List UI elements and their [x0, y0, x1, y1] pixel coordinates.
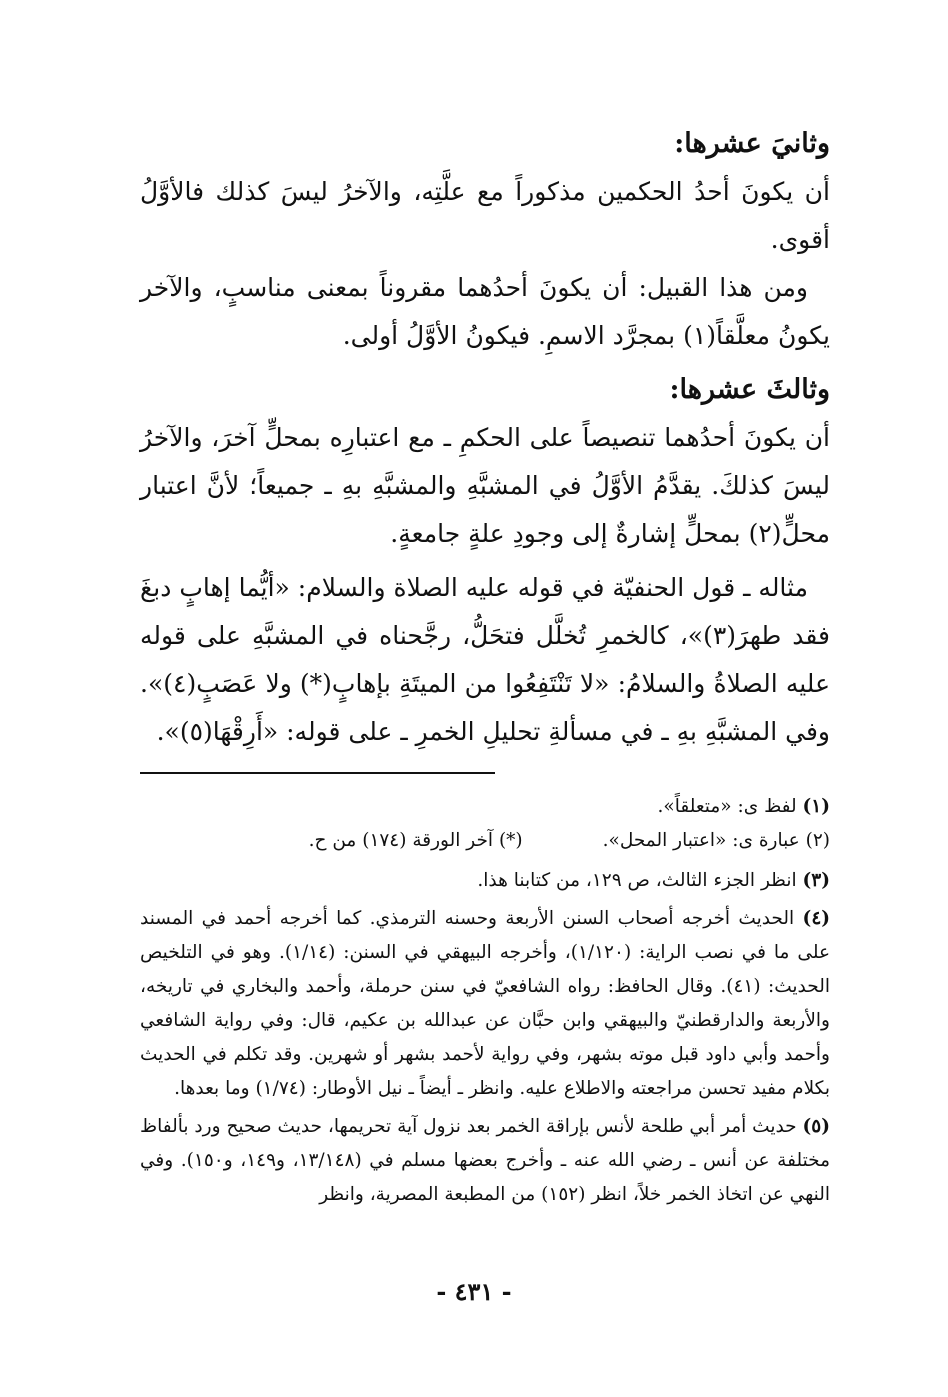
footnote-text: حديث أمر أبي طلحة لأنس بإراقة الخمر بعد نزول آية تحريمها، حديث صحيح ورد بألفاظ مختلفة عن أنس ـ رضي الله عنه ـ وأخرج بعضها مسلم في (١٣/١٤٨، و١٤٩، و١٥٠). وفي النهي عن اتخاذ الخمر خلاً، انظر (١٥٢) من المطبعة المصرية، وانظر: [140, 1116, 831, 1205]
footnote-text: الحديث أخرجه أصحاب السنن الأربعة وحسنه الترمذي. كما أخرجه أحمد في المسند على ما في نصب الراية: (١/١٢٠)، وأخرجه البيهقي في السنن: (١/١٤). وهو في التلخيص الحديث: (٤١). وقال الحافظ: رواه الشافعيّ في سنن حرملة، وأحمد والبخاري في تاريخه، والأربعة والدارقطنيّ والبيهقي وابن حبَّان عن عبدالله بن عكيم، قال: وفي رواية الشافعي وأحمد وأبي داود قبل موته بشهر، وفي رواية لأحمد بشهر أو شهرين. وقد تكلم في الحديث بكلام مفيد تحسن مراجعته والاطلاع عليه. وانظر ـ أيضاً ـ نيل الأوطار: (١/٧٤) وما بعدها.: [140, 908, 830, 1099]
footnote-number: (٥): [802, 1116, 830, 1137]
footnote-divider: [140, 772, 495, 774]
footnote-star: [309, 824, 523, 858]
footnote-row: [140, 824, 830, 858]
footnote-1: [140, 790, 830, 824]
paragraph: مثاله ـ قول الحنفيّة في قوله عليه الصلاة والسلام: «أيُّما إهابٍ دبغَ فقد طهرَ(٣)»، كالخمرِ تُخلَّل فتحَلُّ، رجَّحناه في المشبَّهِ على قوله عليه الصلاةُ والسلامُ: «لا تَنْتَفِعُوا من الميتَةِ بإهابٍ(*) ولا عَصَبٍ(٤)». وفي المشبَّهِ بهِ ـ في مسألةِ تحليلِ الخمرِ ـ على قوله: «أَرِقْهَا(٥)».: [140, 573, 830, 746]
footnote-text: عبارة ى: «اعتبار المحل».: [602, 830, 800, 851]
page-number: - ٤٣١ -: [436, 1277, 512, 1306]
footnote-text: لفظ ى: «متعلقاً».: [657, 796, 797, 817]
footnote-number: (٣): [802, 870, 830, 891]
footnote-5: [140, 1110, 830, 1212]
footnote-number: (*): [498, 830, 523, 851]
footnote-number: (١): [802, 796, 830, 817]
footnote-4: [140, 902, 830, 1106]
page-body: [140, 120, 830, 1212]
footnote-number: (٢): [805, 830, 830, 851]
paragraph: ومن هذا القبيل: أن يكونَ أحدُهما مقروناً بمعنى مناسبٍ، والآخر يكونُ معلَّقاً(١) بمجرَّد الاسمِ. فيكونُ الأوَّلُ أولى.: [140, 273, 830, 350]
footnote-2: [603, 824, 830, 858]
footnote-number: (٤): [802, 908, 831, 929]
paragraph: أن يكونَ أحدُهما تنصيصاً على الحكمِ ـ مع اعتبارِه بمحلٍّ آخرَ، والآخرُ ليسَ كذلكَ. يقدَّمُ الأوَّلُ في المشبَّهِ والمشبَّهِ بهِ ـ جميعاً؛ لأنَّ اعتبار محلٍّ(٢) بمحلٍّ إشارةٌ إلى وجودِ علةٍ جامعةٍ.: [140, 423, 830, 548]
paragraph: أن يكونَ أحدُ الحكمين مذكوراً مع علَّتِه، والآخرُ ليسَ كذلك فالأوَّلُ أقوى.: [140, 177, 830, 254]
section-heading-13: وثالثَ عشرها:: [669, 374, 830, 405]
footnote-text: انظر الجزء الثالث، ص ١٢٩، من كتابنا هذا.: [477, 870, 797, 891]
footnotes: [140, 790, 830, 1212]
footnote-3: [140, 864, 830, 898]
section-heading-12: وثانيَ عشرها:: [674, 128, 830, 159]
footnote-text: آخر الورقة (١٧٤) من ح.: [308, 830, 494, 851]
